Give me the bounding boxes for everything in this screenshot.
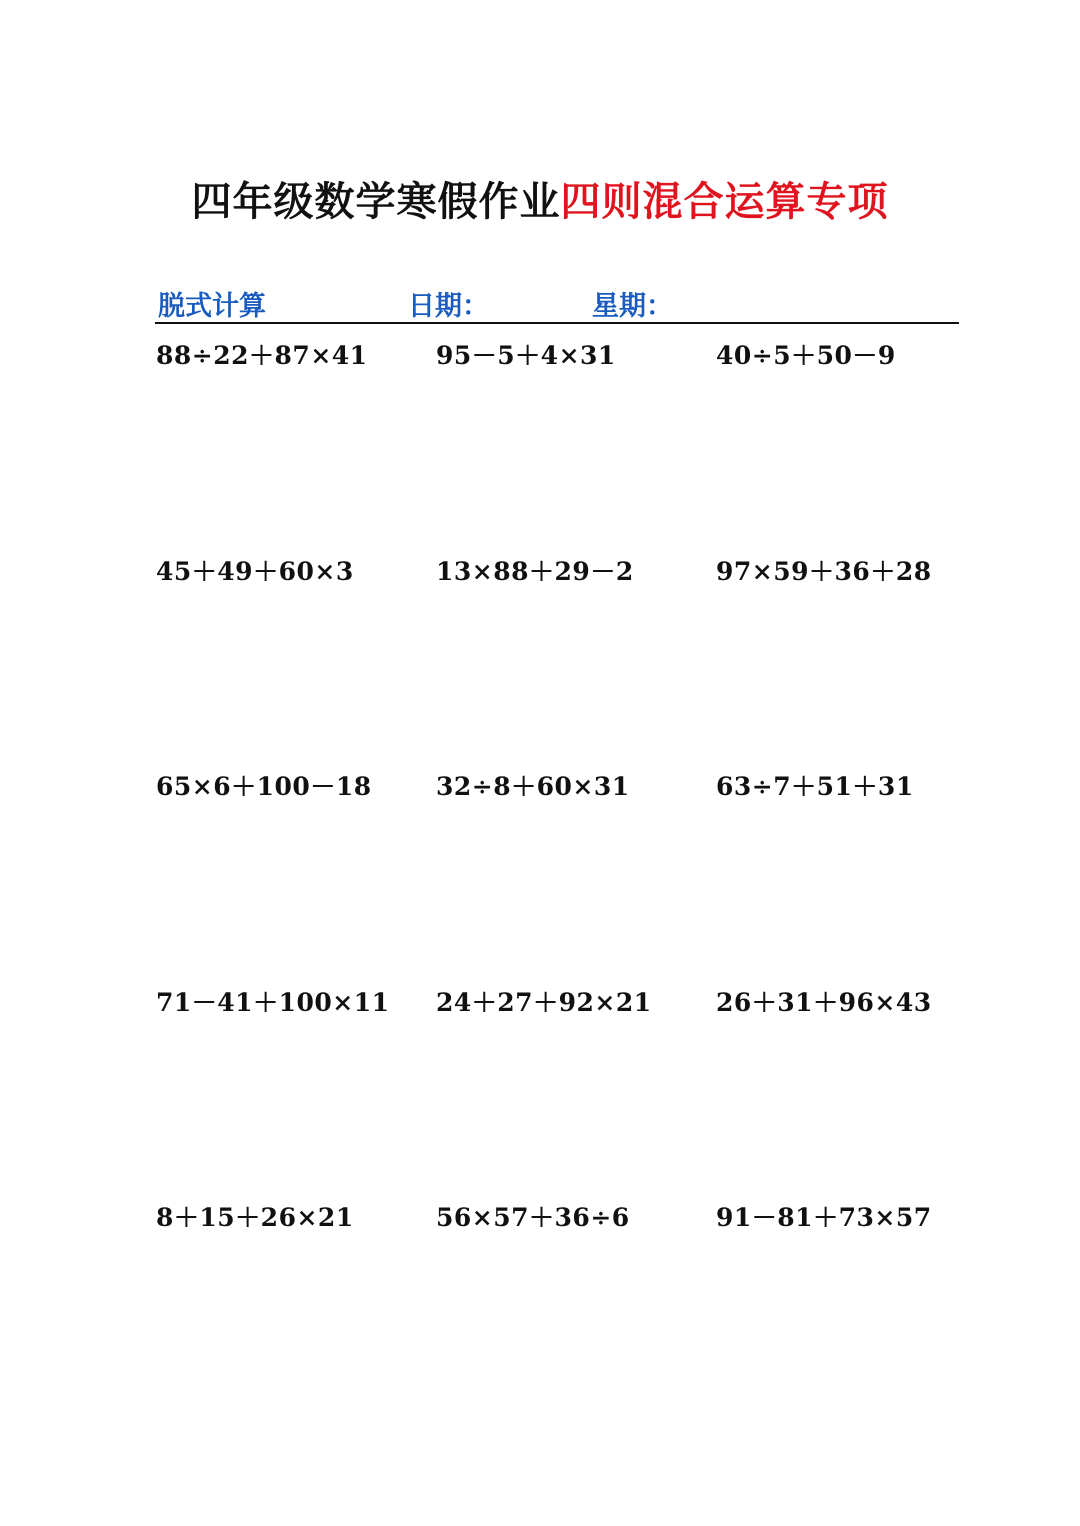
- problem-item: 56×57＋36÷6: [436, 1203, 630, 1232]
- problem-item: 91－81＋73×57: [716, 1203, 932, 1232]
- page-title: [0, 170, 1080, 227]
- problem-item: 26＋31＋96×43: [716, 987, 932, 1017]
- weekday-label: 星期：: [592, 291, 673, 322]
- problem-item: 97×59＋36＋28: [716, 556, 932, 586]
- header-divider: [155, 322, 959, 324]
- problem-item: 88÷22＋87×41: [156, 341, 368, 370]
- problem-row: [156, 552, 996, 768]
- problem-row: [156, 983, 996, 1199]
- problem-item: 40÷5＋50－9: [716, 341, 896, 370]
- problem-item: 95－5＋4×31: [436, 341, 616, 370]
- problem-item: 65×6＋100－18: [156, 772, 372, 801]
- section-label: 脱式计算: [158, 291, 266, 322]
- problem-item: 63÷7＋51＋31: [716, 772, 914, 801]
- problem-item: 45＋49＋60×3: [156, 556, 354, 586]
- problem-item: 71－41＋100×11: [156, 987, 390, 1017]
- title-highlight: 四则混合运算专项: [560, 178, 889, 225]
- problem-item: 32÷8＋60×31: [436, 772, 630, 801]
- problem-item: 13×88＋29－2: [436, 556, 634, 586]
- date-label: 日期：: [408, 291, 489, 322]
- problem-item: 24＋27＋92×21: [436, 987, 652, 1017]
- title-main: 四年级数学寒假作业: [191, 178, 561, 225]
- problem-item: 8＋15＋26×21: [156, 1203, 354, 1232]
- problem-grid: [156, 336, 996, 1414]
- problem-row: [156, 1198, 996, 1414]
- problem-row: [156, 767, 996, 983]
- problem-row: [156, 336, 996, 552]
